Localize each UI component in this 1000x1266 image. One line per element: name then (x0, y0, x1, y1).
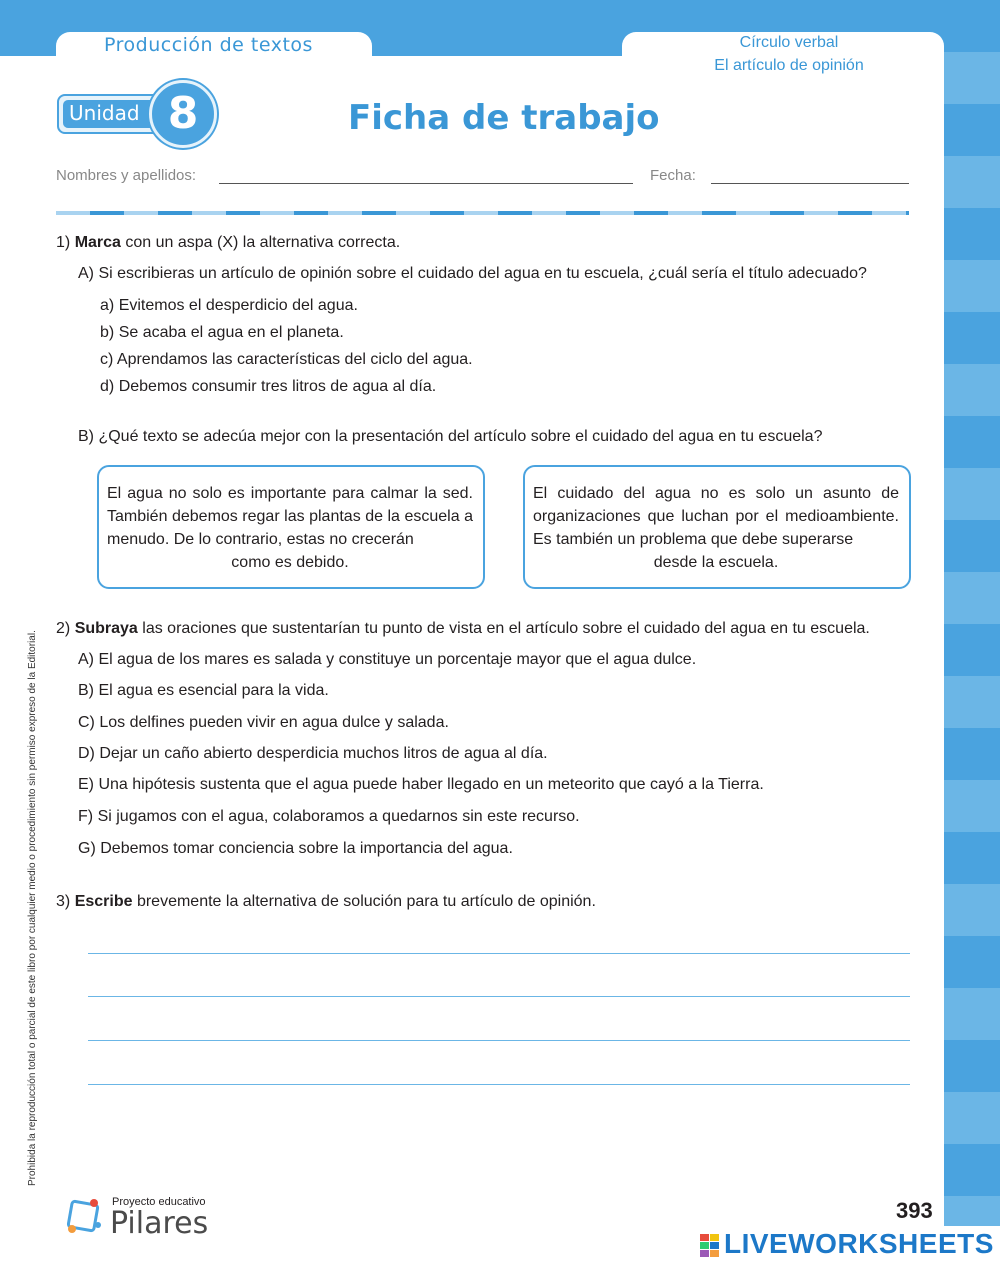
date-label: Fecha: (650, 167, 696, 184)
option-b[interactable]: b) Se acaba el agua en el planeta. (100, 324, 344, 341)
sentence-g[interactable]: G) Debemos tomar conciencia sobre la importancia del agua. (78, 840, 513, 857)
logo-subtitle: Proyecto educativo (112, 1196, 206, 1208)
question-2: 2) Subraya las oraciones que sustentarían tu punto de vista en el artículo sobre el cuidado del agua en tu escuela. (56, 620, 870, 637)
page-number: 393 (896, 1198, 933, 1223)
dashed-separator (56, 211, 909, 215)
question-1: 1) Marca con un aspa (X) la alternativa correcta. (56, 234, 401, 251)
sentence-e[interactable]: E) Una hipótesis sustenta que el agua puede haber llegado en un meteorito que cayó a la Tierra. (78, 776, 764, 793)
question-1b: B) ¿Qué texto se adecúa mejor con la presentación del artículo sobre el cuidado del agua en tu escuela? (78, 428, 823, 445)
option-d[interactable]: d) Debemos consumir tres litros de agua al día. (100, 378, 437, 395)
unit-number: 8 (167, 88, 199, 139)
answer-line-4[interactable] (88, 1084, 910, 1085)
section-title: Producción de textos (104, 34, 313, 56)
names-input-line[interactable] (219, 183, 633, 184)
pilares-logo-icon (64, 1195, 104, 1235)
logo-name: Pilares (110, 1206, 209, 1241)
topic-line-2: El artículo de opinión (714, 57, 864, 74)
text-option-1: El agua no solo es importante para calmar la sed. También debemos regar las plantas de la escuela a menudo. De lo contrario, estas no crecerán como es debido. (107, 485, 473, 571)
unit-label: Unidad (69, 101, 140, 125)
question-1a: A) Si escribieras un artículo de opinión sobre el cuidado del agua en tu escuela, ¿cuál sería el título adecuado? (78, 265, 867, 282)
sentence-b[interactable]: B) El agua es esencial para la vida. (78, 682, 329, 699)
names-label: Nombres y apellidos: (56, 167, 197, 184)
sentence-d[interactable]: D) Dejar un caño abierto desperdicia muchos litros de agua al día. (78, 745, 548, 762)
topic-line-1: Círculo verbal (739, 34, 839, 51)
answer-line-2[interactable] (88, 996, 910, 997)
question-3: 3) Escribe brevemente la alternativa de solución para tu artículo de opinión. (56, 893, 596, 910)
sentence-a[interactable]: A) El agua de los mares es salada y constituye un porcentaje mayor que el agua dulce. (78, 651, 697, 668)
page-title: Ficha de trabajo (348, 98, 660, 138)
liveworksheets-watermark: LIVEWORKSHEETS (724, 1228, 994, 1259)
sentence-f[interactable]: F) Si jugamos con el agua, colaboramos a quedarnos sin este recurso. (78, 808, 580, 825)
text-option-2: El cuidado del agua no es solo un asunto de organizaciones que luchan por el medioambiente. Es también un problema que debe superarse desde la escuela. (533, 485, 899, 571)
sentence-c[interactable]: C) Los delfines pueden vivir en agua dulce y salada. (78, 714, 449, 731)
option-c[interactable]: c) Aprendamos las características del ciclo del agua. (100, 351, 473, 368)
option-a[interactable]: a) Evitemos el desperdicio del agua. (100, 297, 358, 314)
right-band (944, 0, 1000, 1266)
copyright-note: Prohibida la reproducción total o parcial de este libro por cualquier medio o procedimiento sin permiso expreso de la Editorial. (27, 630, 38, 1186)
liveworksheets-icon (700, 1234, 720, 1258)
answer-line-3[interactable] (88, 1040, 910, 1041)
date-input-line[interactable] (711, 183, 909, 184)
answer-line-1[interactable] (88, 953, 910, 954)
